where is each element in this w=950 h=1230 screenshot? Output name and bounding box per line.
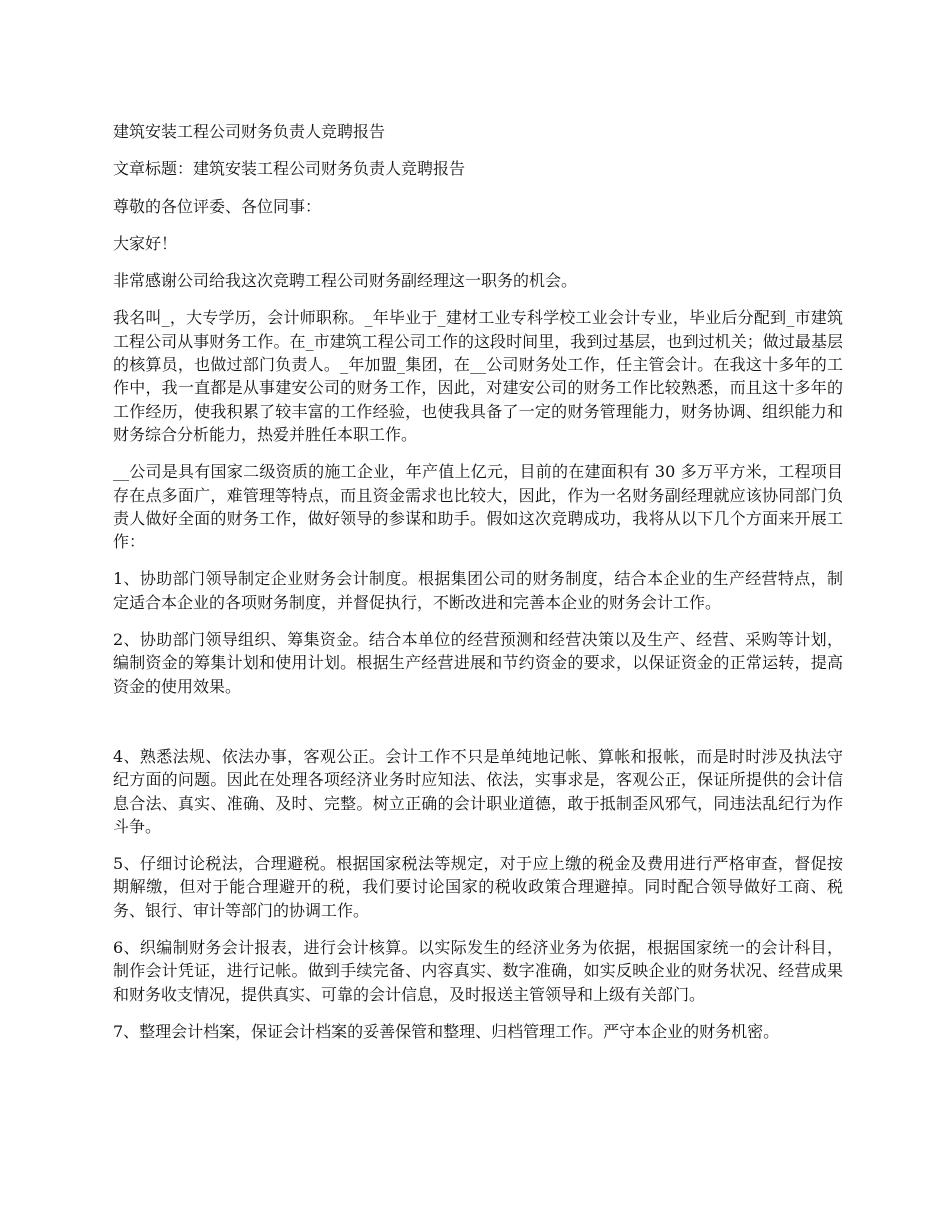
blank-gap [113,712,843,745]
list-item: 5、仔细讨论税法，合理避税。根据国家税法等规定，对于应上缴的税金及费用进行严格审查，督促按期解缴，但对于能合理避开的税，我们要讨论国家的税收政策合理避掉。同时配合领导做好工商、税务、银行、审计等部门的协调工作。 [113,854,843,920]
self-intro-paragraph: 我名叫_，大专学历，会计师职称。_年毕业于_建材工业专科学校工业会计专业，毕业后分配到_市建筑工程公司从事财务工作。在_市建筑工程公司工作的这段时间里，我到过基层，也到过机关；做过最基层的核算员，也做过部门负责人。_年加盟_集团，在__公司财务处工作，任主管会计。在我这十多年的工作中，我一直都是从事建安公司的财务工作，因此，对建安公司的财务工作比较熟悉，而且这十多年的工作经历，使我积累了较丰富的工作经验，也使我具备了一定的财务管理能力，财务协调、组织能力和财务综合分析能力，热爱并胜任本职工作。 [113,308,843,444]
document-title: 建筑安装工程公司财务负责人竞聘报告 [113,122,386,141]
salutation: 尊敬的各位评委、各位同事： [113,196,322,216]
company-intro-paragraph: __公司是具有国家二级资质的施工企业，年产值上亿元，目前的在建面积有 30 多万平方米，工程项目存在点多面广，难管理等特点，而且资金需求也比较大，因此，作为一名财务副经理就应该协同部门负责人做好全面的财务工作，做好领导的参谋和助手。假如这次竞聘成功，我将从以下几个方面来开展工作： [113,462,843,552]
list-item: 4、熟悉法规、依法办事，客观公正。会计工作不只是单纯地记帐、算帐和报帐，而是时时涉及执法守纪方面的问题。因此在处理各项经济业务时应知法、依法，实事求是，客观公正，保证所提供的会计信息合法、真实、准确、及时、完整。树立正确的会计职业道德，敢于抵制歪风邪气，同违法乱纪行为作斗争。 [113,746,843,836]
document-page [113,120,843,1057]
intro-paragraph: 非常感谢公司给我这次竞聘工程公司财务副经理这一职务的机会。 [113,271,578,291]
list-item: 7、整理会计档案，保证会计档案的妥善保管和整理、归档管理工作。严守本企业的财务机密。 [113,1021,780,1041]
list-item: 2、协助部门领导组织、筹集资金。结合本单位的经营预测和经营决策以及生产、经营、采购等计划，编制资金的筹集计划和使用计划。根据生产经营进展和节约资金的要求，以保证资金的正常运转，提高资金的使用效果。 [113,630,843,696]
greeting: 大家好！ [113,233,178,253]
list-item: 1、协助部门领导制定企业财务会计制度。根据集团公司的财务制度，结合本企业的生产经营特点，制定适合本企业的各项财务制度，并督促执行，不断改进和完善本企业的财务会计工作。 [113,569,843,612]
article-title: 文章标题：建筑安装工程公司财务负责人竞聘报告 [113,159,466,179]
list-item: 6、织编制财务会计报表，进行会计核算。以实际发生的经济业务为依据，根据国家统一的会计科目，制作会计凭证，进行记帐。做到手续完备、内容真实、数字准确，如实反映企业的财务状况、经营成果和财务收支情况，提供真实、可靠的会计信息，及时报送主管领导和上级有关部门。 [113,938,843,1004]
